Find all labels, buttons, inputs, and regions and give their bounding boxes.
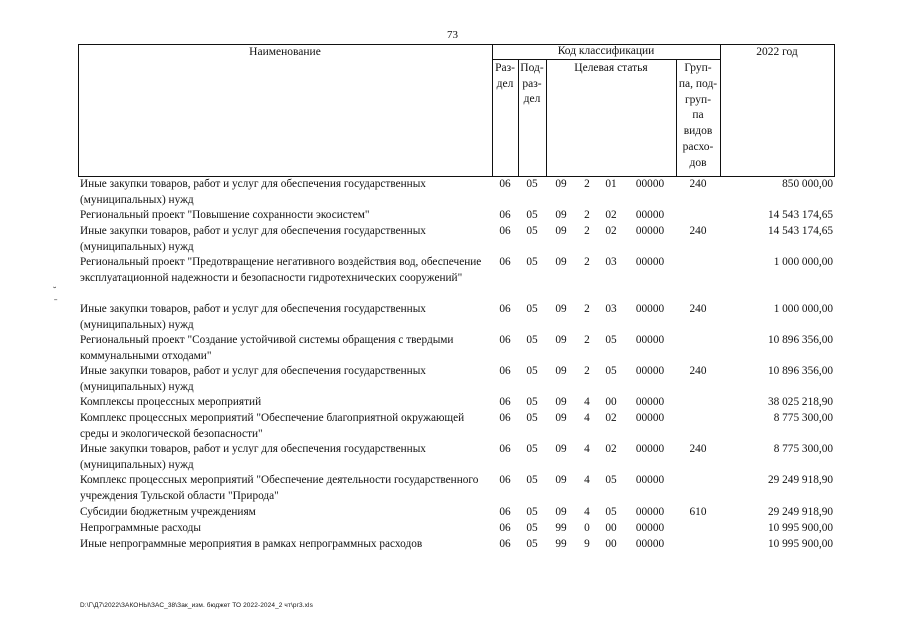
row-name: Субсидии бюджетным учреждениям <box>80 506 256 518</box>
row-target-program: 09 <box>555 506 567 518</box>
row-target-program: 09 <box>555 474 567 486</box>
row-podrazdel: 05 <box>526 209 538 221</box>
row-sum: 10 995 900,00 <box>768 522 833 534</box>
row-group: 610 <box>689 506 707 518</box>
row-target-direction: 00000 <box>635 396 665 408</box>
row-target-direction: 00000 <box>635 474 665 486</box>
row-podrazdel: 05 <box>526 256 538 268</box>
row-target-direction: 00000 <box>635 256 665 268</box>
row-target-direction: 00000 <box>635 443 665 455</box>
header-group-line: дов <box>689 156 707 169</box>
header-group-line: Груп- <box>684 62 712 74</box>
row-razdel: 06 <box>499 474 511 486</box>
row-target-direction: 00000 <box>635 506 665 518</box>
row-target-type: 2 <box>584 178 590 190</box>
row-razdel: 06 <box>499 178 511 190</box>
row-sum: 1 000 000,00 <box>773 256 833 268</box>
row-name: Непрограммные расходы <box>80 522 201 534</box>
row-target-project: 02 <box>605 412 617 424</box>
row-target-type: 9 <box>584 538 590 550</box>
row-target-direction: 00000 <box>635 209 665 221</box>
row-target-type: 2 <box>584 256 590 268</box>
row-razdel: 06 <box>499 365 511 377</box>
scan-mark: ˘ <box>53 286 57 297</box>
row-name: Иные закупки товаров, работ и услуг для обеспечения государственных (муниципальных) нужд <box>80 443 426 471</box>
row-target-project: 05 <box>605 365 617 377</box>
header-group-line: груп- <box>684 93 712 106</box>
row-target-direction: 00000 <box>635 538 665 550</box>
header-target-article: Целевая статья <box>574 62 648 74</box>
row-target-direction: 00000 <box>635 225 665 237</box>
row-target-program: 09 <box>555 396 567 408</box>
row-target-type: 4 <box>584 412 590 424</box>
row-podrazdel: 05 <box>526 303 538 315</box>
row-podrazdel: 05 <box>526 412 538 424</box>
header-razdel-line: дел <box>496 77 514 90</box>
row-name: Комплексы процессных мероприятий <box>80 396 262 408</box>
row-razdel: 06 <box>499 443 511 455</box>
row-target-type: 4 <box>584 506 590 518</box>
row-target-type: 2 <box>584 225 590 237</box>
header-group <box>676 61 720 172</box>
row-razdel: 06 <box>499 303 511 315</box>
row-sum: 8 775 300,00 <box>773 443 833 455</box>
row-group: 240 <box>689 303 707 315</box>
row-sum: 10 896 356,00 <box>768 334 833 346</box>
row-podrazdel: 05 <box>526 178 538 190</box>
row-podrazdel: 05 <box>526 474 538 486</box>
row-name: Региональный проект "Создание устойчивой системы обращения с твердыми коммунальными отходами" <box>80 334 454 362</box>
header-podrazdel-line: раз- <box>522 77 542 90</box>
row-target-type: 4 <box>584 474 590 486</box>
row-sum: 10 896 356,00 <box>768 365 833 377</box>
row-target-project: 02 <box>605 225 617 237</box>
row-target-direction: 00000 <box>635 334 665 346</box>
row-group: 240 <box>689 365 707 377</box>
header-group-line: па <box>692 109 704 122</box>
row-target-project: 02 <box>605 209 617 221</box>
header-podrazdel <box>518 61 546 108</box>
row-name: Комплекс процессных мероприятий "Обеспечение деятельности государственного учреждения Тульской области "Природа" <box>80 474 479 502</box>
row-target-project: 02 <box>605 443 617 455</box>
row-target-program: 09 <box>555 303 567 315</box>
row-name: Иные закупки товаров, работ и услуг для обеспечения государственных (муниципальных) нужд <box>80 225 426 253</box>
row-target-program: 09 <box>555 412 567 424</box>
row-sum: 1 000 000,00 <box>773 303 833 315</box>
row-target-project: 03 <box>605 256 617 268</box>
row-podrazdel: 05 <box>526 334 538 346</box>
row-razdel: 06 <box>499 506 511 518</box>
row-group: 240 <box>689 178 707 190</box>
row-name: Региональный проект "Повышение сохранности экосистем" <box>80 209 370 221</box>
row-name: Комплекс процессных мероприятий "Обеспечение благоприятной окружающей среды и экологической безопасности" <box>80 412 465 440</box>
row-target-type: 2 <box>584 365 590 377</box>
header-razdel <box>492 61 518 92</box>
row-name: Иные закупки товаров, работ и услуг для обеспечения государственных (муниципальных) нужд <box>80 178 426 206</box>
header-podrazdel-line: дел <box>523 93 541 105</box>
row-name: Иные закупки товаров, работ и услуг для обеспечения государственных (муниципальных) нужд <box>80 303 426 331</box>
row-razdel: 06 <box>499 538 511 550</box>
row-sum: 10 995 900,00 <box>768 538 833 550</box>
row-target-program: 09 <box>555 209 567 221</box>
row-target-program: 99 <box>555 522 567 534</box>
row-razdel: 06 <box>499 412 511 424</box>
row-podrazdel: 05 <box>526 225 538 237</box>
header-razdel-line: Раз- <box>495 62 515 74</box>
row-podrazdel: 05 <box>526 443 538 455</box>
row-razdel: 06 <box>499 396 511 408</box>
row-razdel: 06 <box>499 334 511 346</box>
header-name: Наименование <box>249 46 321 58</box>
row-target-program: 09 <box>555 334 567 346</box>
row-target-project: 05 <box>605 334 617 346</box>
row-target-direction: 00000 <box>635 303 665 315</box>
header-group-line: расхо- <box>682 140 714 153</box>
row-target-program: 09 <box>555 365 567 377</box>
row-target-project: 03 <box>605 303 617 315</box>
row-target-direction: 00000 <box>635 522 665 534</box>
row-sum: 850 000,00 <box>782 178 833 190</box>
row-target-project: 05 <box>605 506 617 518</box>
row-sum: 14 543 174,65 <box>768 225 833 237</box>
row-target-direction: 00000 <box>635 365 665 377</box>
row-target-type: 2 <box>584 303 590 315</box>
row-podrazdel: 05 <box>526 506 538 518</box>
header-classification: Код классификации <box>557 45 655 57</box>
row-podrazdel: 05 <box>526 522 538 534</box>
row-target-program: 09 <box>555 225 567 237</box>
row-razdel: 06 <box>499 209 511 221</box>
row-name: Иные закупки товаров, работ и услуг для обеспечения государственных (муниципальных) нужд <box>80 365 426 393</box>
row-target-program: 99 <box>555 538 567 550</box>
row-target-type: 2 <box>584 209 590 221</box>
row-sum: 38 025 218,90 <box>768 396 833 408</box>
row-sum: 29 249 918,90 <box>768 474 833 486</box>
header-group-line: па, под- <box>678 77 718 90</box>
header-group-line: видов <box>683 125 713 138</box>
row-sum: 14 543 174,65 <box>768 209 833 221</box>
row-name: Иные непрограммные мероприятия в рамках непрограммных расходов <box>80 538 423 550</box>
row-podrazdel: 05 <box>526 365 538 377</box>
header-podrazdel-line: Под- <box>520 62 544 74</box>
page-number: 73 <box>447 29 458 41</box>
row-razdel: 06 <box>499 225 511 237</box>
header-year: 2022 год <box>756 46 798 58</box>
row-name: Региональный проект "Предотвращение негативного воздействия вод, обеспечение эксплуатационной надежности и безопасности гидротехнических сооружений" <box>80 256 482 284</box>
row-podrazdel: 05 <box>526 538 538 550</box>
row-group: 240 <box>689 225 707 237</box>
row-group: 240 <box>689 443 707 455</box>
row-sum: 8 775 300,00 <box>773 412 833 424</box>
row-target-direction: 00000 <box>635 412 665 424</box>
row-target-type: 0 <box>584 522 590 534</box>
row-target-project: 00 <box>605 538 617 550</box>
row-razdel: 06 <box>499 522 511 534</box>
row-target-project: 05 <box>605 474 617 486</box>
row-target-program: 09 <box>555 256 567 268</box>
row-target-type: 2 <box>584 334 590 346</box>
row-sum: 29 249 918,90 <box>768 506 833 518</box>
row-target-program: 09 <box>555 443 567 455</box>
row-target-direction: 00000 <box>635 178 665 190</box>
row-target-project: 01 <box>605 178 617 190</box>
row-razdel: 06 <box>499 256 511 268</box>
row-podrazdel: 05 <box>526 396 538 408</box>
scan-mark: ˉ <box>54 298 58 309</box>
row-target-type: 4 <box>584 396 590 408</box>
row-target-project: 00 <box>605 522 617 534</box>
row-target-program: 09 <box>555 178 567 190</box>
row-target-type: 4 <box>584 443 590 455</box>
row-target-project: 00 <box>605 396 617 408</box>
file-path-footer: D:\Г\Д7\2022\ЗАКОНЫ\ЗАС_38\Зак_изм. бюджет ТО 2022-2024_2 чт\рг3.xls <box>80 602 313 609</box>
